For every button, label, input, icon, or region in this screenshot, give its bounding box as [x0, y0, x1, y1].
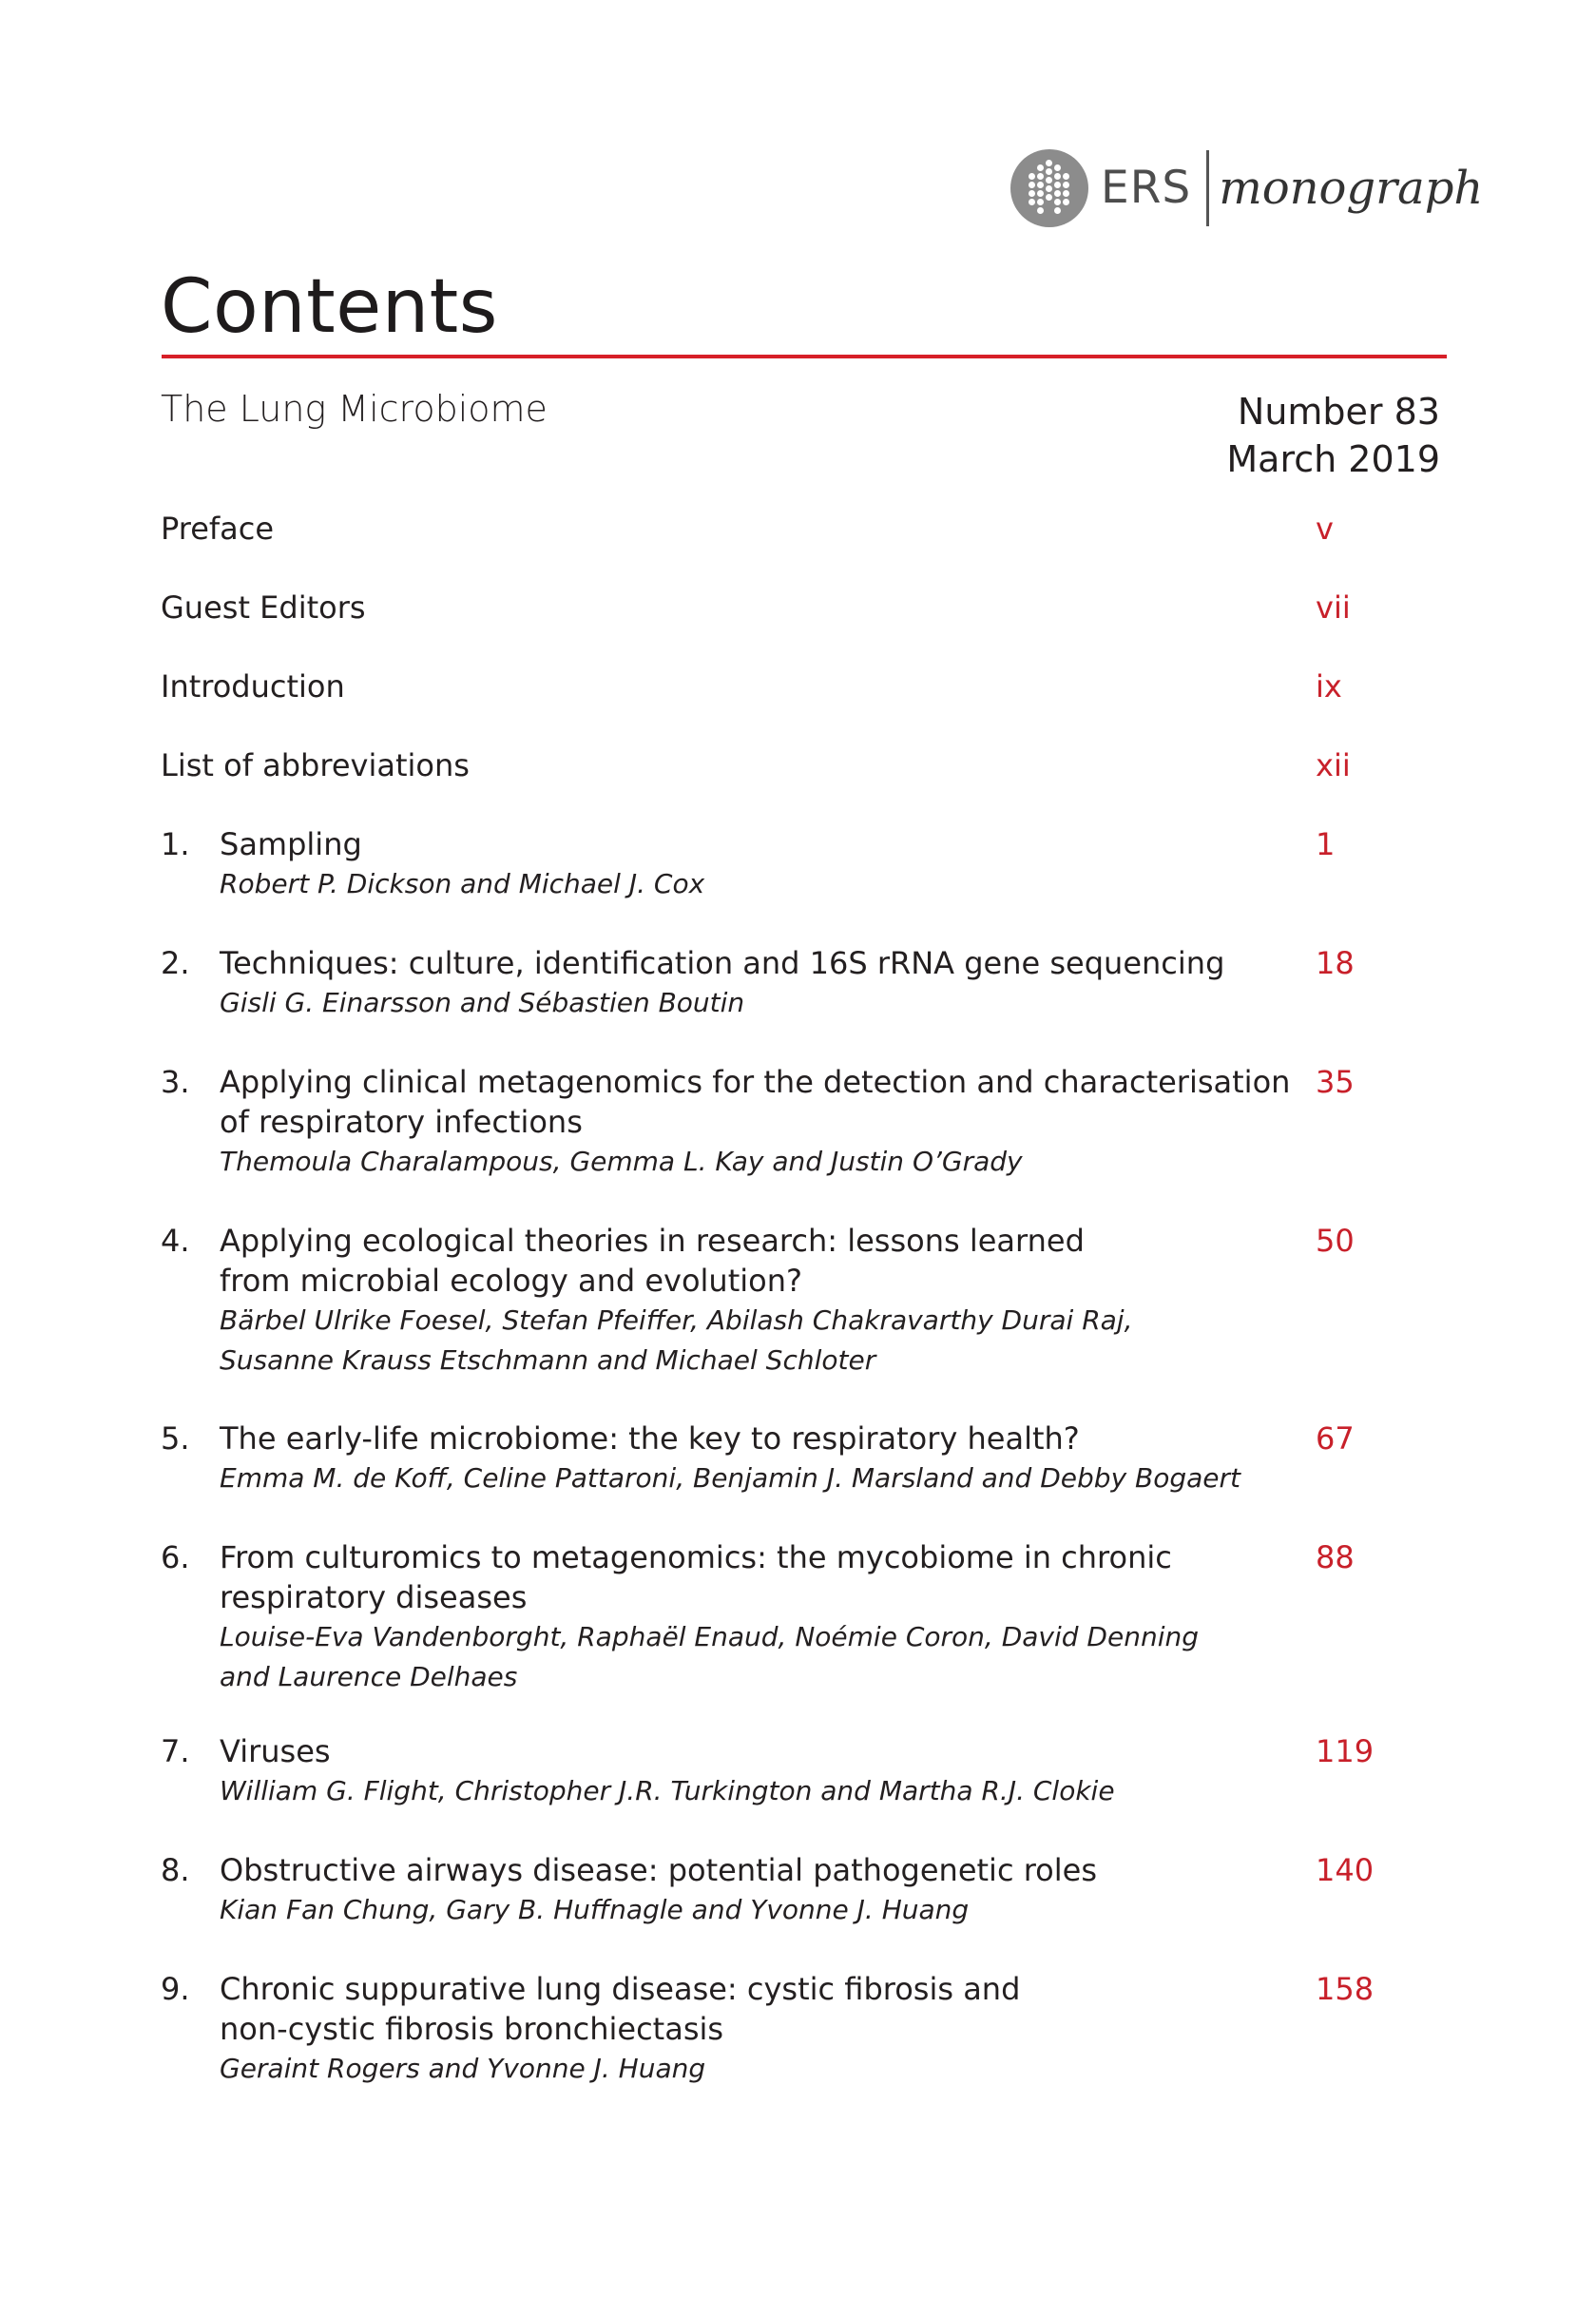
chapter-authors-line: Susanne Krauss Etschmann and Michael Schloter	[220, 1344, 876, 1376]
toc-page-number: 158	[1316, 1971, 1375, 2007]
toc-entry-title: Preface	[161, 511, 275, 547]
chapter-authors-line: Louise-Eva Vandenborght, Raphaël Enaud, Noémie Coron, David Denning	[220, 1621, 1200, 1652]
chapter-number: 2.	[161, 945, 190, 981]
chapter-authors-line: Kian Fan Chung, Gary B. Huffnagle and Yvonne J. Huang	[220, 1894, 970, 1925]
title-rule	[162, 355, 1447, 358]
chapter-authors-line: Themoula Charalampous, Gemma L. Kay and Justin O’Grady	[220, 1146, 1023, 1177]
chapter-authors-line: Geraint Rogers and Yvonne J. Huang	[220, 2053, 706, 2084]
toc-page-number: 50	[1316, 1223, 1355, 1259]
chapter-authors-line: William G. Flight, Christopher J.R. Turkington and Martha R.J. Clokie	[220, 1775, 1115, 1806]
chapter-number: 5.	[161, 1420, 190, 1457]
toc-page-number: 88	[1316, 1539, 1355, 1575]
chapter-number: 3.	[161, 1064, 190, 1100]
book-title: The Lung Microbiome	[161, 388, 548, 430]
lungs-icon	[1010, 149, 1088, 227]
toc-page-number: vii	[1316, 589, 1351, 626]
toc-page-number: 119	[1316, 1733, 1375, 1769]
toc-page-number: 140	[1316, 1852, 1375, 1888]
chapter-title-line: Chronic suppurative lung disease: cystic fibrosis and	[220, 1971, 1021, 2007]
chapter-title-line: Applying clinical metagenomics for the detection and characterisation	[220, 1064, 1291, 1100]
ers-monograph-logo	[1010, 147, 1483, 228]
toc-page-number: 67	[1316, 1420, 1355, 1457]
issue-date: March 2019	[1226, 438, 1440, 480]
toc-page-number: 18	[1316, 945, 1355, 981]
toc-page-number: v	[1316, 511, 1334, 547]
chapter-title-line: non-cystic fibrosis bronchiectasis	[220, 2011, 724, 2047]
toc-page-number: ix	[1316, 668, 1342, 705]
issue-info	[1226, 388, 1440, 483]
issue-number: Number 83	[1237, 391, 1440, 433]
chapter-authors-line: Emma M. de Koff, Celine Pattaroni, Benjamin J. Marsland and Debby Bogaert	[220, 1462, 1241, 1494]
chapter-title-line: Obstructive airways disease: potential pathogenetic roles	[220, 1852, 1097, 1888]
chapter-title-line: Viruses	[220, 1733, 331, 1769]
chapter-authors-line: Robert P. Dickson and Michael J. Cox	[220, 868, 705, 899]
chapter-number: 1.	[161, 826, 190, 862]
chapter-authors-line: Bärbel Ulrike Foesel, Stefan Pfeiffer, Abilash Chakravarthy Durai Raj,	[220, 1304, 1133, 1336]
logo-monograph-text: monograph	[1219, 161, 1484, 215]
chapter-title-line: of respiratory infections	[220, 1104, 583, 1140]
chapter-title-line: Techniques: culture, identification and 16S rRNA gene sequencing	[220, 945, 1225, 981]
toc-entry-title: Introduction	[161, 668, 345, 705]
chapter-title-line: from microbial ecology and evolution?	[220, 1263, 802, 1299]
toc-page-number: 35	[1316, 1064, 1355, 1100]
chapter-title-line: From culturomics to metagenomics: the mycobiome in chronic	[220, 1539, 1172, 1575]
chapter-authors-line: Gisli G. Einarsson and Sébastien Boutin	[220, 987, 745, 1018]
logo-divider	[1206, 150, 1209, 226]
chapter-number: 7.	[161, 1733, 190, 1769]
chapter-number: 9.	[161, 1971, 190, 2007]
toc-page-number: xii	[1316, 747, 1351, 783]
chapter-number: 4.	[161, 1223, 190, 1259]
toc-page-number: 1	[1316, 826, 1336, 862]
toc-entry-title: List of abbreviations	[161, 747, 470, 783]
chapter-number: 6.	[161, 1539, 190, 1575]
chapter-title-line: The early-life microbiome: the key to respiratory health?	[220, 1420, 1080, 1457]
chapter-authors-line: and Laurence Delhaes	[220, 1661, 518, 1692]
toc-entry-title: Guest Editors	[161, 589, 366, 626]
chapter-title-line: respiratory diseases	[220, 1579, 528, 1615]
page-title: Contents	[161, 264, 498, 350]
chapter-number: 8.	[161, 1852, 190, 1888]
chapter-title-line: Applying ecological theories in research: lessons learned	[220, 1223, 1085, 1259]
logo-ers-text: ERS	[1101, 162, 1192, 214]
chapter-title-line: Sampling	[220, 826, 362, 862]
